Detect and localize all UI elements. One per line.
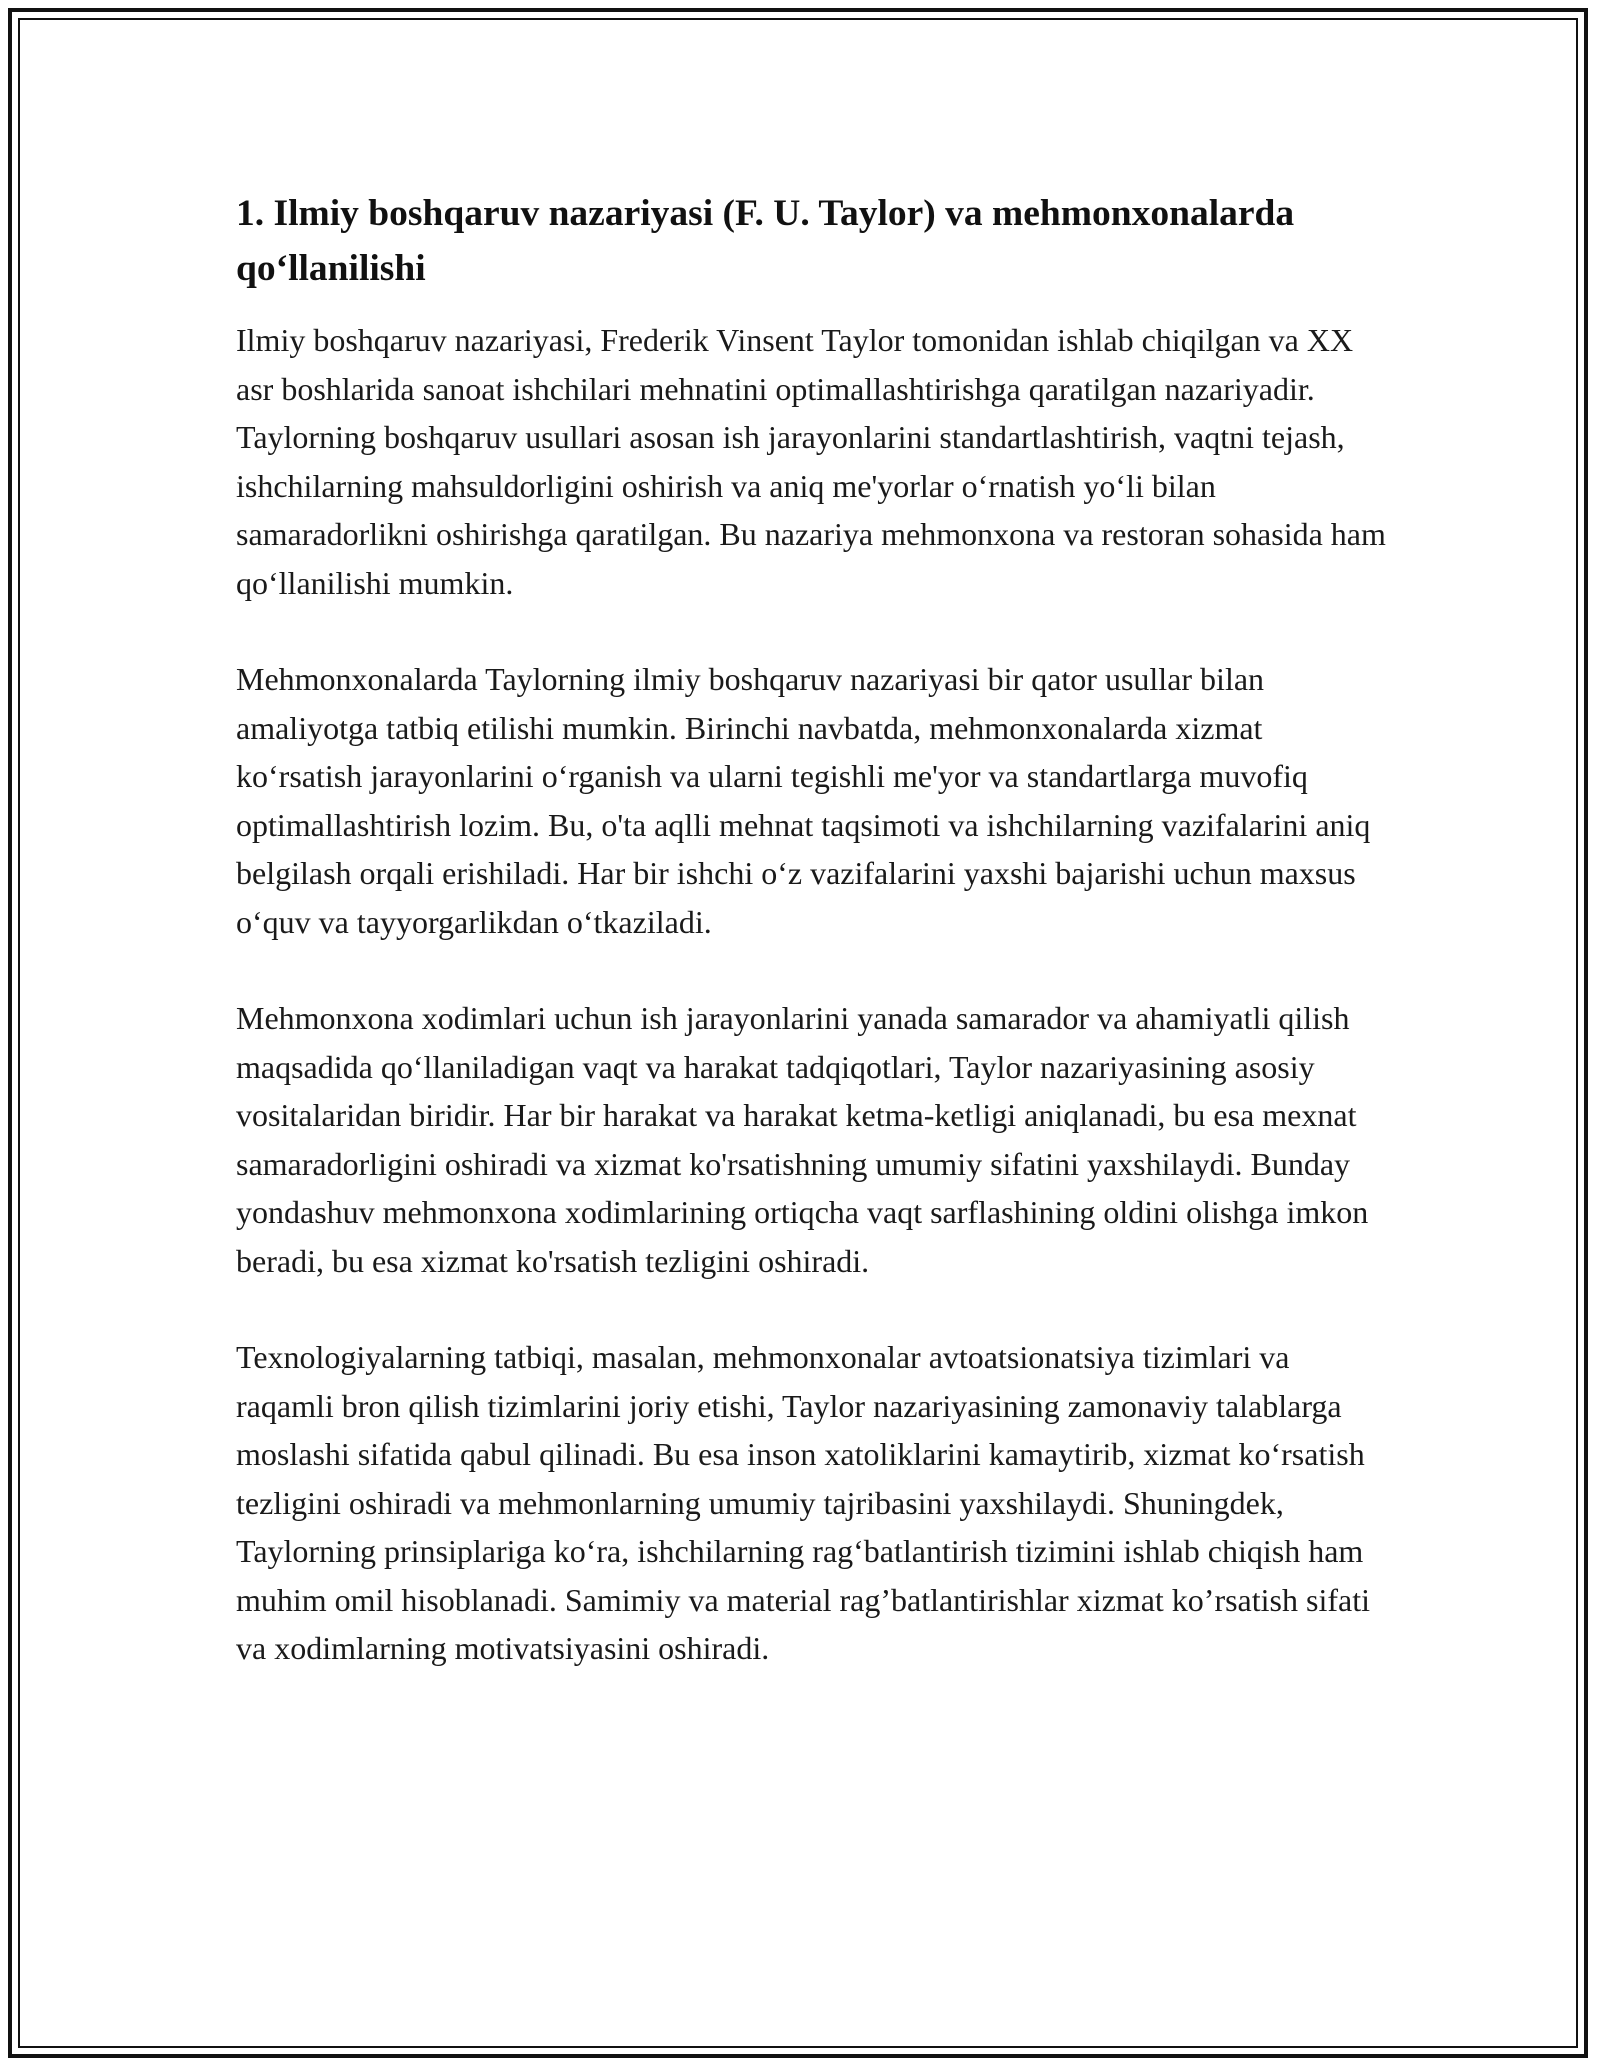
paragraph-application: Mehmonxonalarda Taylorning ilmiy boshqaruv nazariyasi bir qator usullar bilan amaliyotga tatbiq etilishi mumkin. Birinchi navbatda, mehmonxonalarda xizmat ko‘rsatish jarayonlarini o‘rganish va ularni tegishli me'yor va standartlarga muvofiq optimallashtirish lozim. Bu, o'ta aqlli mehnat taqsimoti va ishchilarning vazifalarini aniq belgilash orqali erishiladi. Har bir ishchi o‘z vazifalarini yaxshi bajarishi uchun maxsus o‘quv va tayyorgarlikdan o‘tkaziladi. <box>236 661 1371 940</box>
paragraph-technology: Texnologiyalarning tatbiqi, masalan, mehmonxonalar avtoatsionatsiya tizimlari va raqamli bron qilish tizimlarini joriy etishi, Taylor nazariyasining zamonaviy talablarga moslashi sifatida qabul qilinadi. Bu esa inson xatoliklarini kamaytirib, xizmat ko‘rsatish tezligini oshiradi va mehmonlarning umumiy tajribasini yaxshilaydi. Shuningdek, Taylorning prinsiplariga ko‘ra, ishchilarning rag‘batlantirish tizimini ishlab chiqish ham muhim omil hisoblanadi. Samimiy va material rag’batlantirishlar xizmat ko’rsatish sifati va xodimlarning motivatsiyasini oshiradi. <box>236 1339 1370 1666</box>
paragraph-time-motion-study: Mehmonxona xodimlari uchun ish jarayonlarini yanada samarador va ahamiyatli qilish maqsadida qo‘llaniladigan vaqt va harakat tadqiqotlari, Taylor nazariyasining asosiy vositalaridan biridir. Har bir harakat va harakat ketma-ketligi aniqlanadi, bu esa mexnat samaradorligini oshiradi va xizmat ko'rsatishning umumiy sifatini yaxshilaydi. Bunday yondashuv mehmonxona xodimlarining ortiqcha vaqt sarflashining oldini olishga imkon beradi, bu esa xizmat ko'rsatish tezligini oshiradi. <box>236 1000 1369 1279</box>
document-body <box>236 186 1386 1721</box>
section-heading: 1. Ilmiy boshqaruv nazariyasi (F. U. Taylor) va mehmonxonalarda qo‘llanilishi <box>236 193 1295 289</box>
paragraph-intro: Ilmiy boshqaruv nazariyasi, Frederik Vinsent Taylor tomonidan ishlab chiqilgan va XX asr boshlarida sanoat ishchilari mehnatini optimallashtirishga qaratilgan nazariyadir. Taylorning boshqaruv usullari asosan ish jarayonlarini standartlashtirish, vaqtni tejash, ishchilarning mahsuldorligini oshirish va aniq me'yorlar o‘rnatish yo‘li bilan samaradorlikni oshirishga qaratilgan. Bu nazariya mehmonxona va restoran sohasida ham qo‘llanilishi mumkin. <box>236 322 1386 601</box>
